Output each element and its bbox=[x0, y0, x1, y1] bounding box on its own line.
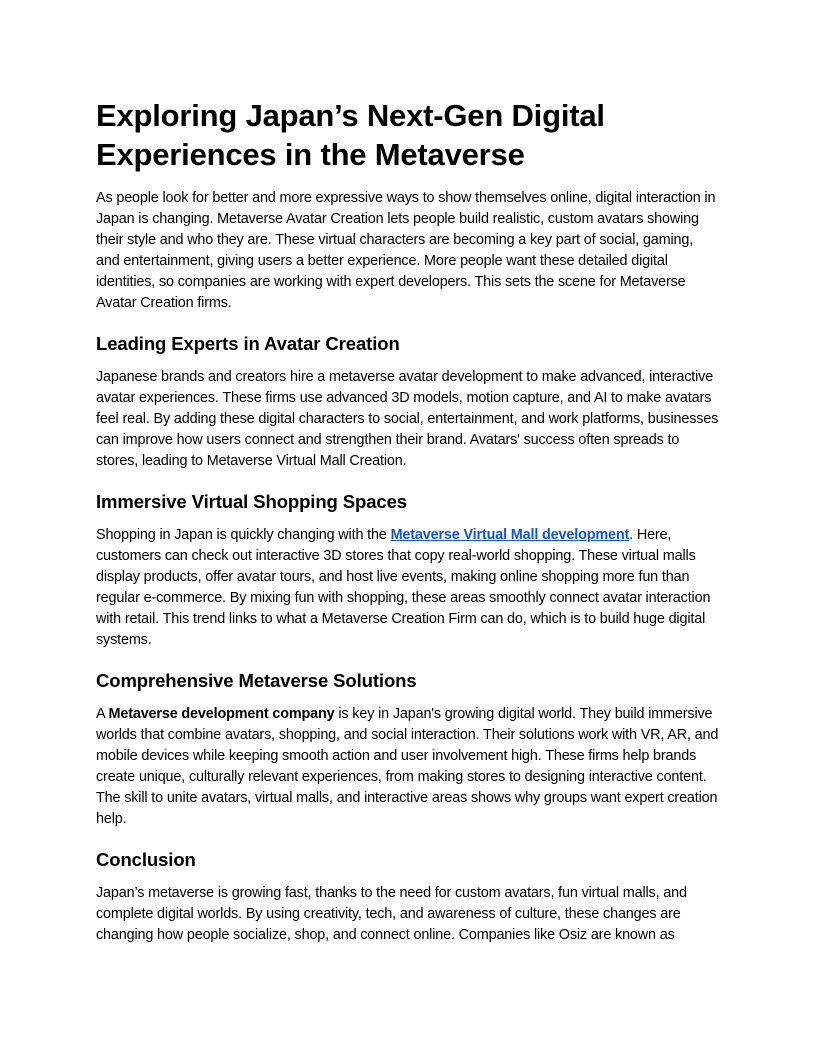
bold-company-phrase: Metaverse development company bbox=[108, 706, 335, 722]
body-text-before-link: Shopping in Japan is quickly changing with the bbox=[96, 527, 391, 543]
section-body-virtual-shopping bbox=[96, 525, 720, 651]
virtual-mall-development-link[interactable]: Metaverse Virtual Mall development bbox=[390, 527, 630, 543]
section-body-avatar-experts: Japanese brands and creators hire a metaverse avatar development to make advanced, interactive avatar experiences. These firms use advanced 3D models, motion capture, and AI to make avatars feel real. By adding these digital characters to social, entertainment, and work platforms, businesses can improve how users connect and strengthen their brand. Avatars' success often spreads to stores, leading to Metaverse Virtual Mall Creation. bbox=[96, 369, 719, 469]
section-heading-conclusion: Conclusion bbox=[96, 849, 196, 870]
section-body-metaverse-solutions bbox=[96, 704, 720, 830]
body-text-after-link: . Here, customers can check out interactive 3D stores that copy real-world shopping. These virtual malls display products, offer avatar tours, and host live events, making online shopping more fun than regular e-commerce. By mixing fun with shopping, these areas smoothly connect avatar interaction with retail. This trend links to what a Metaverse Creation Firm can do, which is to build huge digital systems. bbox=[96, 527, 711, 648]
page-title: Exploring Japan’s Next-Gen Digital Experiences in the Metaverse bbox=[96, 98, 605, 172]
intro-paragraph: As people look for better and more expressive ways to show themselves online, digital interaction in Japan is changing. Metaverse Avatar Creation lets people build realistic, custom avatars showing their style and who they are. These virtual characters are becoming a key part of social, gaming, and entertainment, giving users a better experience. More people want these detailed digital identities, so companies are working with expert developers. This sets the scene for Metaverse Avatar Creation firms. bbox=[96, 190, 716, 311]
section-body-conclusion: Japan’s metaverse is growing fast, thanks to the need for custom avatars, fun virtual malls, and complete digital worlds. By using creativity, tech, and awareness of culture, these changes are changing how people socialize, shop, and connect online. Companies like Osiz are known as bbox=[96, 885, 687, 943]
section-heading-avatar-experts: Leading Experts in Avatar Creation bbox=[96, 333, 400, 354]
document-page bbox=[96, 96, 720, 946]
body-text-after-bold: is key in Japan's growing digital world. They build immersive worlds that combine avatars, shopping, and social interaction. Their solutions work with VR, AR, and mobile devices while keeping smooth action and user involvement high. These firms help brands create unique, culturally relevant experiences, from making stores to designing interactive content. The skill to unite avatars, virtual malls, and interactive areas shows why groups want expert creation help. bbox=[96, 706, 719, 827]
section-heading-metaverse-solutions: Comprehensive Metaverse Solutions bbox=[96, 670, 417, 691]
body-text-before-bold: A bbox=[96, 706, 109, 722]
section-heading-virtual-shopping: Immersive Virtual Shopping Spaces bbox=[96, 491, 407, 512]
